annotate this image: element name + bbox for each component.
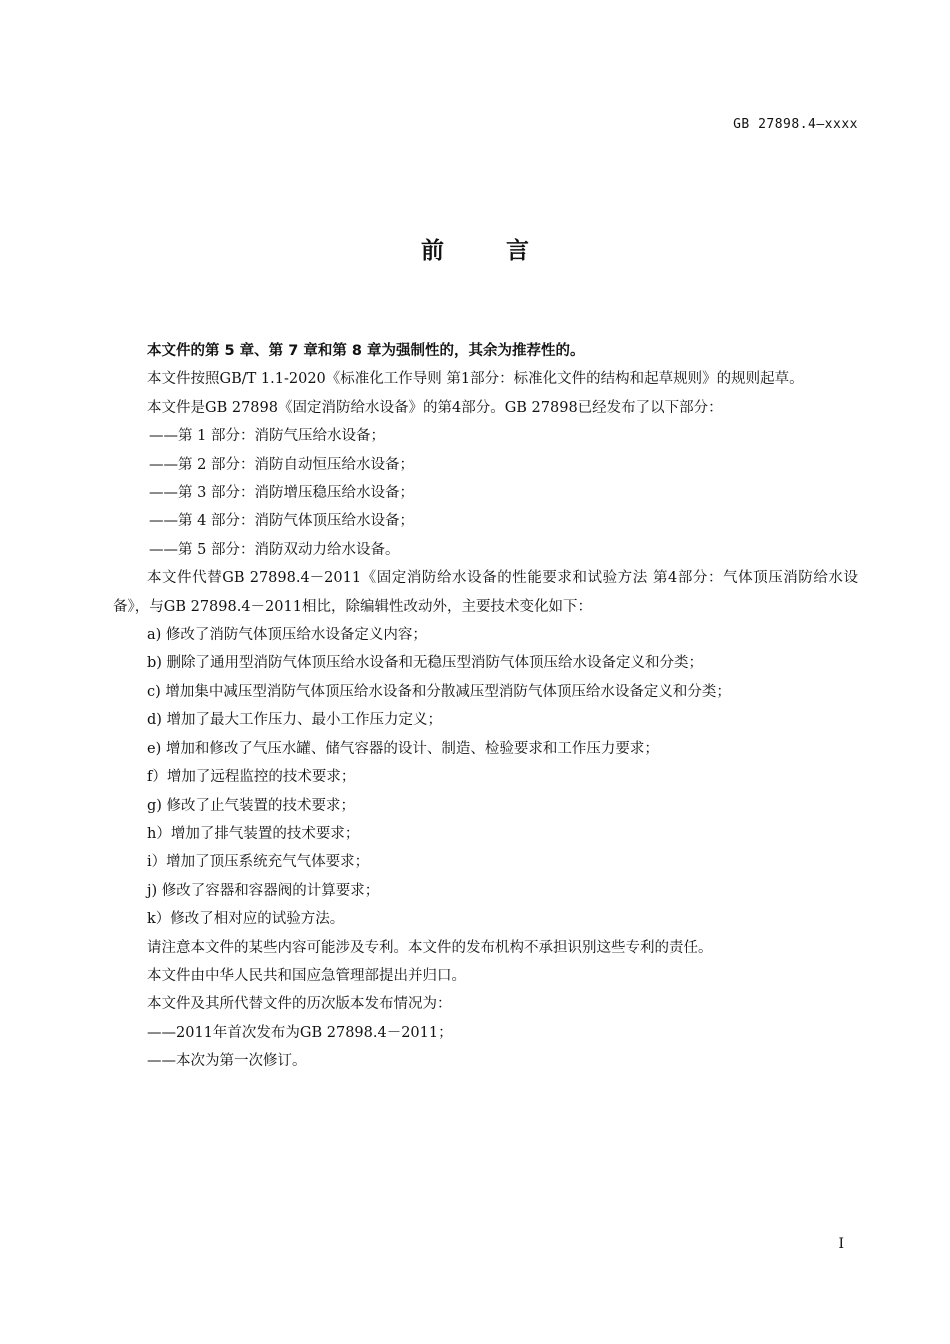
change-list-item: c) 增加集中减压型消防气体顶压给水设备和分散减压型消防气体顶压给水设备定义和分类；	[147, 683, 731, 700]
page-title: 前言	[421, 238, 591, 264]
change-list-item: g) 修改了止气装置的技术要求；	[147, 797, 356, 814]
part-list-item: ——第 4 部分：消防气体顶压给水设备；	[149, 513, 414, 530]
document-body	[113, 337, 858, 1076]
change-list-item: j) 修改了容器和容器阀的计算要求；	[147, 882, 380, 899]
part-of-statement: 本文件是GB 27898《固定消防给水设备》的第4部分。GB 27898已经发布了以下部分：	[147, 399, 723, 416]
part-list-item: ——第 1 部分：消防气压给水设备；	[149, 428, 385, 445]
mandatory-statement: 本文件的第 5 章、第 7 章和第 8 章为强制性的，其余为推荐性的。	[147, 343, 585, 359]
history-intro: 本文件及其所代替文件的历次版本发布情况为：	[147, 996, 452, 1013]
drafting-rules-statement: 本文件按照GB/T 1.1-2020《标准化工作导则 第1部分：标准化文件的结构和起草规则》的规则起草。	[147, 371, 804, 388]
proposed-by-statement: 本文件由中华人民共和国应急管理部提出并归口。	[147, 967, 466, 984]
replaces-statement: 本文件代替GB 27898.4－2011《固定消防给水设备的性能要求和试验方法 第4部分：气体顶压消防给水设备》，与GB 27898.4－2011相比，除编辑性改动外，主要技术变化如下：	[113, 570, 858, 615]
part-list-item: ——第 5 部分：消防双动力给水设备。	[149, 541, 400, 558]
change-list-item: f）增加了远程监控的技术要求；	[147, 769, 356, 786]
history-list-item: ——2011年首次发布为GB 27898.4－2011；	[147, 1024, 453, 1041]
patent-notice: 请注意本文件的某些内容可能涉及专利。本文件的发布机构不承担识别这些专利的责任。	[147, 939, 713, 956]
page-number: I	[838, 1236, 844, 1252]
change-list-item: d) 增加了最大工作压力、最小工作压力定义；	[147, 712, 443, 729]
doc-code: GB 27898.4—xxxx	[733, 117, 858, 132]
change-list-item: k）修改了相对应的试验方法。	[147, 911, 345, 928]
part-list-item: ——第 3 部分：消防增压稳压给水设备；	[149, 485, 414, 502]
change-list-item: b) 删除了通用型消防气体顶压给水设备和无稳压型消防气体顶压给水设备定义和分类；	[147, 655, 704, 672]
part-list-item: ——第 2 部分：消防自动恒压给水设备；	[149, 456, 414, 473]
change-list-item: i）增加了顶压系统充气气体要求；	[147, 854, 370, 871]
history-list-item: ——本次为第一次修订。	[147, 1053, 307, 1070]
change-list-item: e) 增加和修改了气压水罐、储气容器的设计、制造、检验要求和工作压力要求；	[147, 740, 659, 757]
change-list-item: h）增加了排气装置的技术要求；	[147, 825, 360, 842]
change-list-item: a) 修改了消防气体顶压给水设备定义内容；	[147, 627, 427, 644]
